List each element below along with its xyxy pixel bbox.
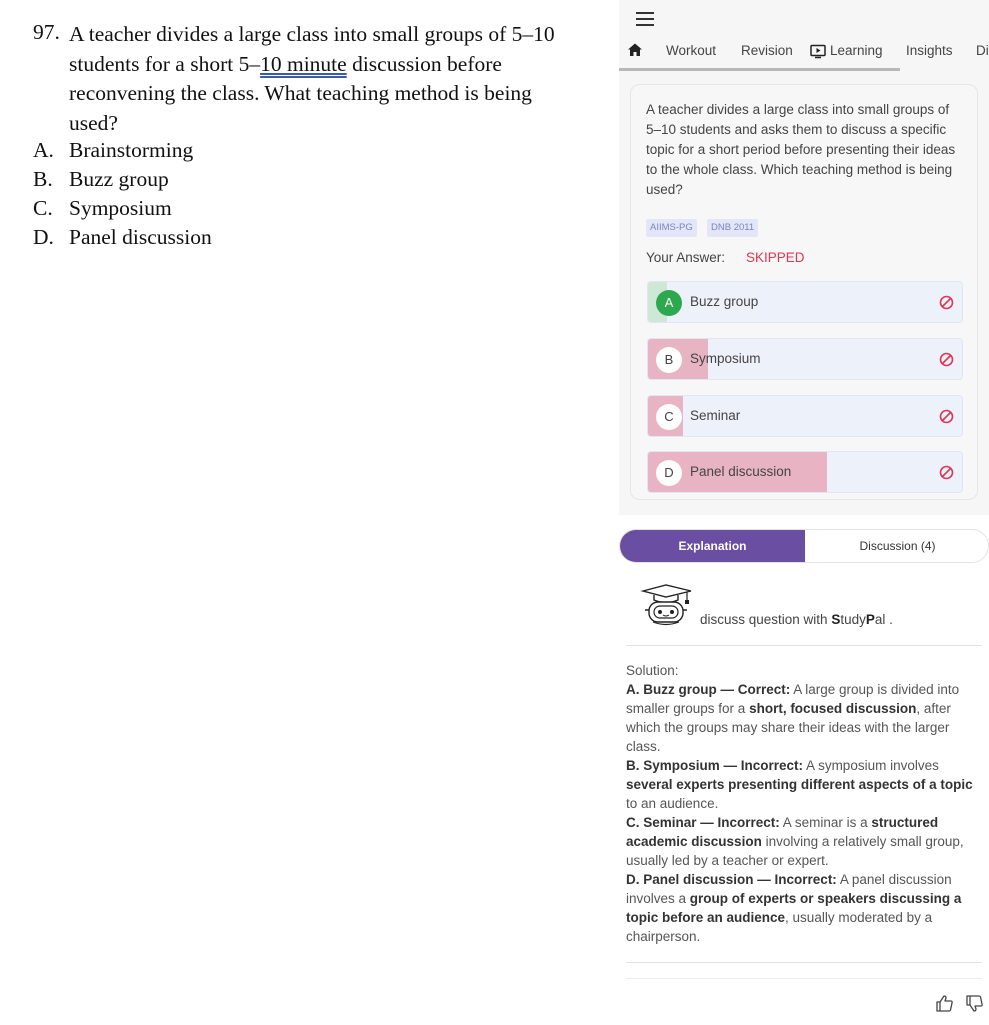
question-number: 97.	[33, 20, 60, 44]
exam-tag: AIIMS-PG	[646, 219, 697, 237]
underlined-phrase: 10 minute	[260, 51, 347, 76]
option-text-b: Buzz group	[69, 167, 169, 191]
option-text-d: Panel discussion	[69, 225, 212, 249]
card-question-text: A teacher divides a large class into small groups of 5–10 students and asks them to discuss a specific topic for a short period before presenting their ideas to the whole class. Which teaching method is being used?	[646, 102, 956, 197]
option-text-a: Brainstorming	[69, 138, 194, 162]
question-line-1: A teacher divides a large class into small groups of 5–10	[69, 22, 555, 46]
answer-option-b[interactable]	[647, 338, 963, 380]
app-panel	[619, 0, 989, 1025]
option-letter: B	[656, 347, 682, 373]
no-entry-icon	[939, 465, 954, 480]
tab-revision[interactable]: Revision	[741, 43, 793, 58]
tab-explanation[interactable]: Explanation	[620, 530, 805, 562]
option-text-c: Symposium	[69, 196, 172, 220]
solution-item-b: B. Symposium — Incorrect: A symposium involves several experts presenting different aspects of a topic to an audience.	[626, 758, 973, 811]
no-entry-icon	[939, 295, 954, 310]
divider	[626, 645, 982, 646]
no-entry-icon	[939, 352, 954, 367]
option-letter-c: C.	[33, 196, 53, 220]
solution-heading: Solution:	[626, 663, 679, 678]
tab-learning[interactable]: Learning	[830, 43, 883, 58]
no-entry-icon	[939, 409, 954, 424]
nav-scroll-indicator	[619, 68, 900, 71]
answer-option-a[interactable]	[647, 281, 963, 323]
question-card	[630, 84, 978, 500]
option-letter-b: B.	[33, 167, 53, 191]
divider	[626, 962, 982, 963]
hamburger-menu-icon[interactable]	[636, 10, 656, 28]
tab-insights[interactable]: Insights	[906, 43, 953, 58]
divider	[626, 978, 982, 979]
home-icon[interactable]	[627, 42, 643, 58]
thumbs-up-icon[interactable]	[935, 994, 954, 1013]
play-screen-icon	[810, 44, 826, 59]
answer-option-d[interactable]	[647, 451, 963, 493]
studypal-prompt[interactable]: discuss question with StudyPal .	[700, 612, 893, 627]
exam-tag: DNB 2011	[707, 219, 758, 237]
solution-item-c: C. Seminar — Incorrect: A seminar is a structured academic discussion involving a relatively small group, usually led by a teacher or expert.	[626, 815, 964, 868]
question-text	[69, 20, 589, 138]
solution-item-a: A. Buzz group — Correct: A large group is divided into smaller groups for a short, focused discussion, after which the groups may share their ideas with the larger class.	[626, 682, 960, 754]
top-nav	[619, 38, 989, 68]
answer-option-c[interactable]	[647, 395, 963, 437]
option-text: Symposium	[690, 351, 761, 366]
your-answer-label: Your Answer:	[646, 250, 726, 265]
option-text: Buzz group	[690, 294, 759, 309]
option-letter: C	[656, 404, 682, 430]
question-line-2: students for a short 5–10 minute discussion before	[69, 51, 502, 76]
option-letter-d: D.	[33, 225, 54, 249]
question-line-3: reconvening the class. What teaching method is being	[69, 81, 532, 105]
explanation-discussion-toggle	[619, 529, 989, 563]
solution-section	[626, 661, 982, 946]
option-text: Panel discussion	[690, 464, 792, 479]
tab-overflow[interactable]: Di	[976, 43, 989, 58]
tab-discussion[interactable]: Discussion (4)	[859, 539, 936, 553]
option-text: Seminar	[690, 408, 741, 423]
option-letter: D	[656, 460, 682, 486]
option-letter-a: A.	[33, 138, 54, 162]
thumbs-down-icon[interactable]	[965, 994, 984, 1013]
your-answer-value: SKIPPED	[746, 250, 805, 265]
question-line-4: used?	[69, 110, 118, 135]
robot-graduate-icon[interactable]	[639, 582, 694, 628]
solution-item-d: D. Panel discussion — Incorrect: A panel discussion involves a group of experts or speakers discussing a topic before an audience, usually moderated by a chairperson.	[626, 872, 962, 944]
option-letter: A	[656, 290, 682, 316]
tab-workout[interactable]: Workout	[666, 43, 717, 58]
